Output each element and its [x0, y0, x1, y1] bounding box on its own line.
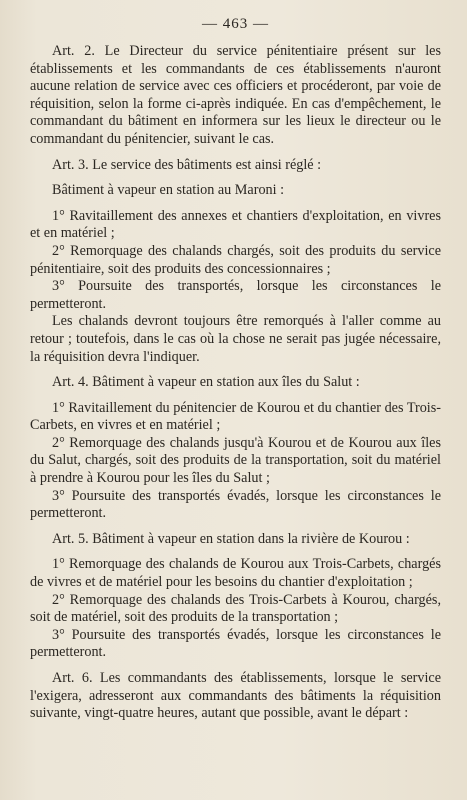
- maroni-heading: Bâtiment à vapeur en station au Maroni :: [52, 182, 285, 199]
- article-5-heading: Art. 5. Bâtiment à vapeur en station dans la rivière de Kourou :: [52, 530, 410, 547]
- maroni-item-1: 1° Ravitaillement des annexes et chantiers d'exploitation, en vivres et en matériel ;: [30, 207, 441, 242]
- article-6-paragraph: Art. 6. Les commandants des établissements, lorsque le service l'exigera, adresseront aux commandants des bâtiments la réquisition suivante, vingt-quatre heures, autant que possible, avant le départ :: [30, 670, 441, 722]
- article-2-paragraph: Art. 2. Le Directeur du service pénitentiaire présent sur les établissements et les commandants de ces établissements n'auront aucune relation de service avec ces officiers et procéderont, par voie de réquisition, selon la forme ci-après indiquée. En cas d'empêchement, le commandant du bâtiment en informera sur les lieux le directeur ou le commandant du pénitencier, suivant le cas.: [30, 43, 441, 147]
- page-number: — 463 —: [202, 16, 269, 32]
- salut-item-2: 2° Remorquage des chalands jusqu'à Kourou et de Kourou aux îles du Salut, chargés, soit des produits de la transportation, soit du matériel à prendre à Kourou pour les îles du Salut ;: [30, 434, 441, 487]
- article-3-paragraph: Art. 3. Le service des bâtiments est ainsi réglé :: [52, 156, 322, 173]
- maroni-item-3: 3° Poursuite des transportés, lorsque les circonstances le permetteront.: [30, 278, 441, 312]
- kourou-item-1: 1° Remorquage des chalands de Kourou aux Trois-Carbets, chargés de vivres et de matériel pour les besoins du chantier d'exploitation ;: [30, 556, 441, 591]
- kourou-item-2: 2° Remorquage des chalands des Trois-Carbets à Kourou, chargés, soit de matériel, soit des produits de la transportation ;: [30, 591, 441, 626]
- kourou-item-3: 3° Poursuite des transportés évadés, lorsque les circonstances le permetteront.: [30, 626, 441, 661]
- salut-item-1: 1° Ravitaillement du pénitencier de Kourou et du chantier des Trois-Carbets, en vivres et en matériel ;: [30, 399, 441, 434]
- salut-item-3: 3° Poursuite des transportés évadés, lorsque les circonstances le permetteront.: [30, 487, 441, 522]
- maroni-item-2: 2° Remorquage des chalands chargés, soit des produits du service pénitentiaire, soit des produits des concessionnaires ;: [30, 242, 441, 277]
- article-4-heading: Art. 4. Bâtiment à vapeur en station aux îles du Salut :: [52, 374, 360, 391]
- chalands-note: Les chalands devront toujours être remorqués à l'aller comme au retour ; toutefois, dans le cas où la chose ne serait pas jugée nécessaire, la réquisition devra l'indiquer.: [30, 313, 441, 365]
